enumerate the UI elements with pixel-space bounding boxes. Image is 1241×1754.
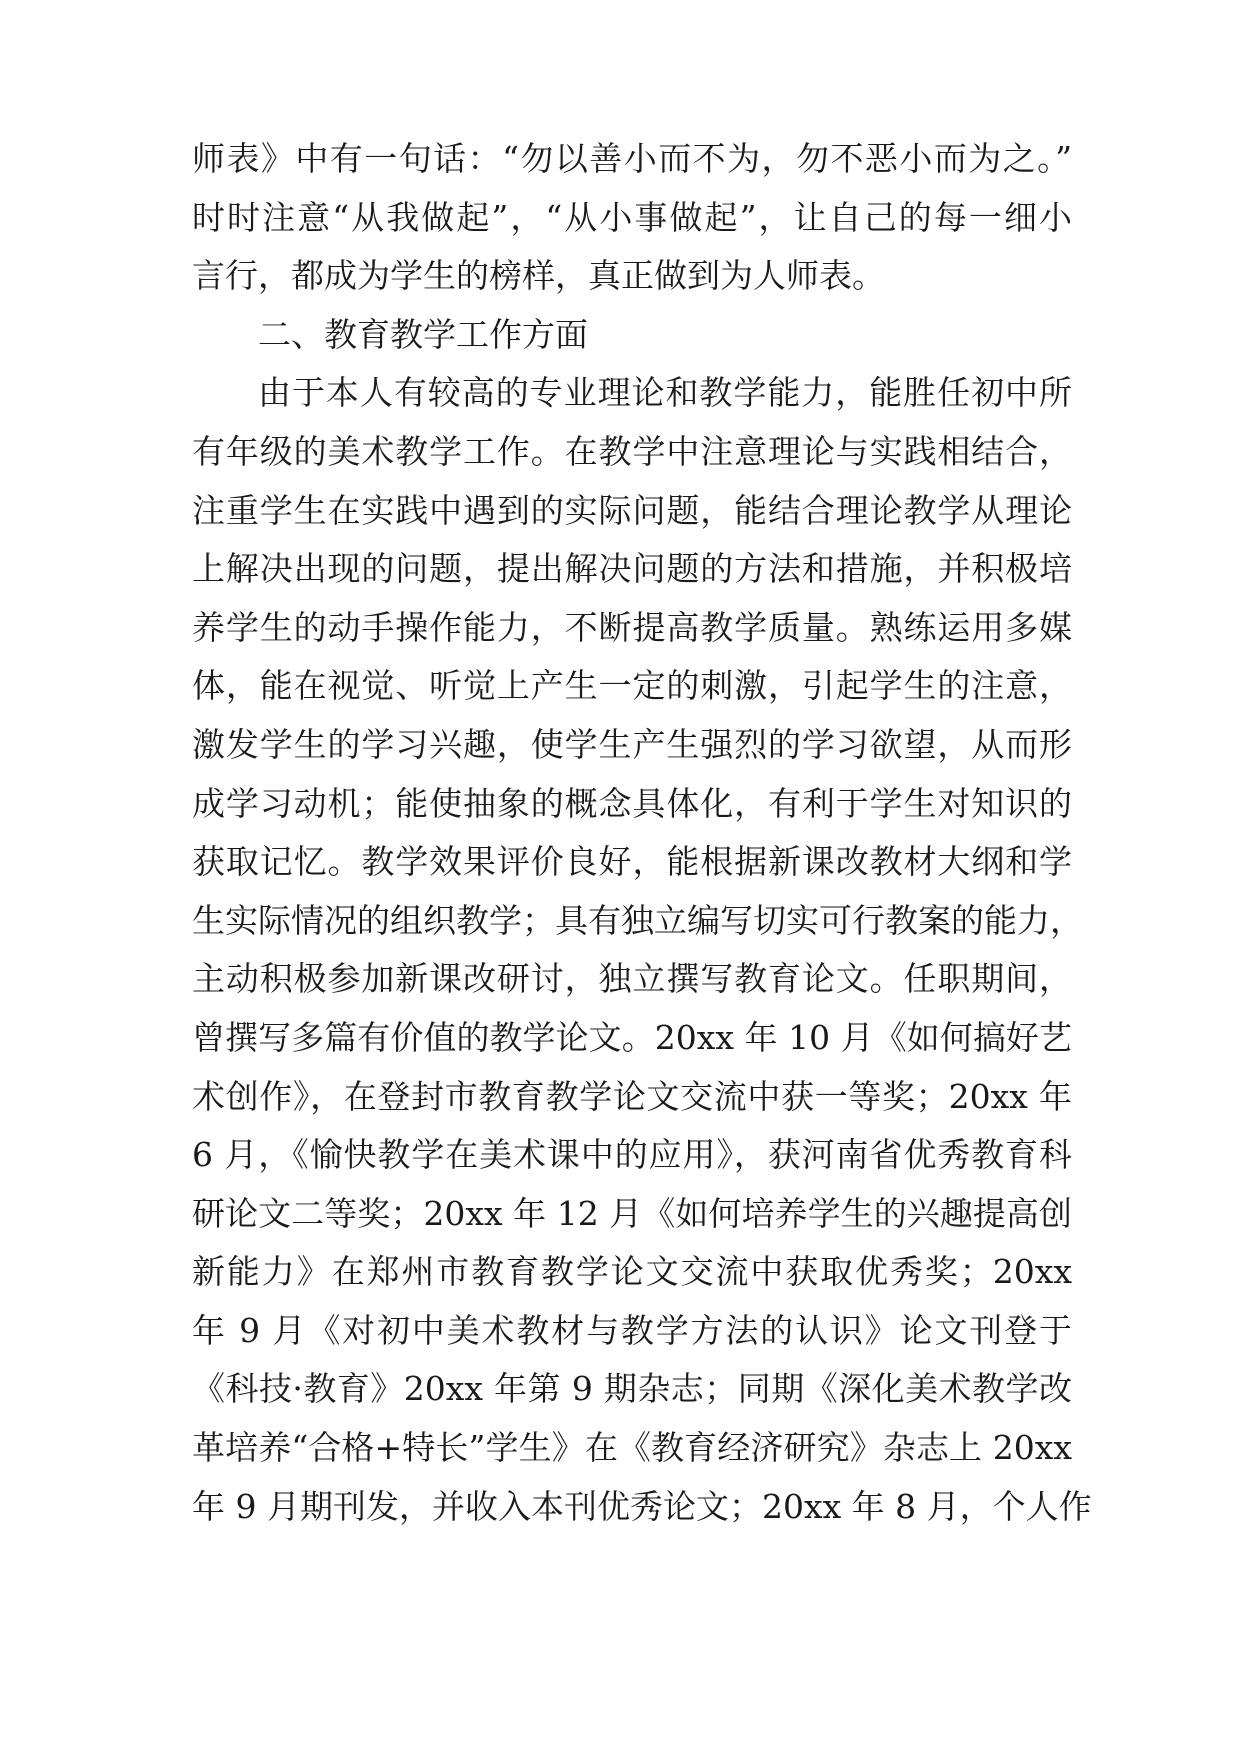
- text-line: 时时注意“从我做起”，“从小事做起”，让自己的每一细小: [192, 197, 1072, 237]
- text-line: 师表》中有一句话：“勿以善小而不为，勿不恶小而为之。”: [192, 139, 1072, 178]
- text-line: 获取记忆。教学效果评价良好，能根据新课改教材大纲和学: [192, 842, 1072, 882]
- text-line: 年 9 月《对初中美术教材与教学方法的认识》论文刊登于: [192, 1310, 1072, 1350]
- text-line: 言行，都成为学生的榜样，真正做到为人师表。: [192, 256, 885, 296]
- text-line: 术创作》，在登封市教育教学论文交流中获一等奖；20xx 年: [192, 1076, 1072, 1116]
- text-line: 生实际情况的组织教学；具有独立编写切实可行教案的能力，: [192, 900, 1083, 940]
- text-line: 有年级的美术教学工作。在教学中注意理论与实践相结合，: [192, 431, 1072, 471]
- section-heading: 二、教育教学工作方面: [258, 314, 588, 354]
- text-line: 激发学生的学习兴趣，使学生产生强烈的学习欲望，从而形: [192, 724, 1072, 764]
- text-line: 注重学生在实践中遇到的实际问题，能结合理论教学从理论: [192, 490, 1072, 530]
- body-text: [192, 130, 1092, 1536]
- text-line: 上解决出现的问题，提出解决问题的方法和措施，并积极培: [192, 549, 1072, 589]
- text-line: 由于本人有较高的专业理论和教学能力，能胜任初中所: [258, 373, 1072, 413]
- text-line: 《科技·教育》20xx 年第 9 期杂志；同期《深化美术教学改: [192, 1369, 1072, 1409]
- text-line: 革培养“合格+特长”学生》在《教育经济研究》杂志上 20xx: [192, 1428, 1072, 1468]
- text-line: 养学生的动手操作能力，不断提高教学质量。熟练运用多媒: [192, 607, 1072, 647]
- text-line: 成学习动机；能使抽象的概念具体化，有利于学生对知识的: [192, 783, 1072, 823]
- text-line: 年 9 月期刊发，并收入本刊优秀论文；20xx 年 8 月，个人作: [192, 1486, 1092, 1526]
- text-line: 主动积极参加新课改研讨，独立撰写教育论文。任职期间，: [192, 959, 1072, 999]
- text-line: 新能力》在郑州市教育教学论文交流中获取优秀奖；20xx: [192, 1252, 1072, 1292]
- text-line: 曾撰写多篇有价值的教学论文。20xx 年 10 月《如何搞好艺: [192, 1017, 1072, 1057]
- text-line: 6 月，《愉快教学在美术课中的应用》，获河南省优秀教育科: [192, 1135, 1072, 1175]
- text-line: 研论文二等奖；20xx 年 12 月《如何培养学生的兴趣提高创: [192, 1193, 1072, 1233]
- text-line: 体，能在视觉、听觉上产生一定的刺激，引起学生的注意，: [192, 666, 1072, 706]
